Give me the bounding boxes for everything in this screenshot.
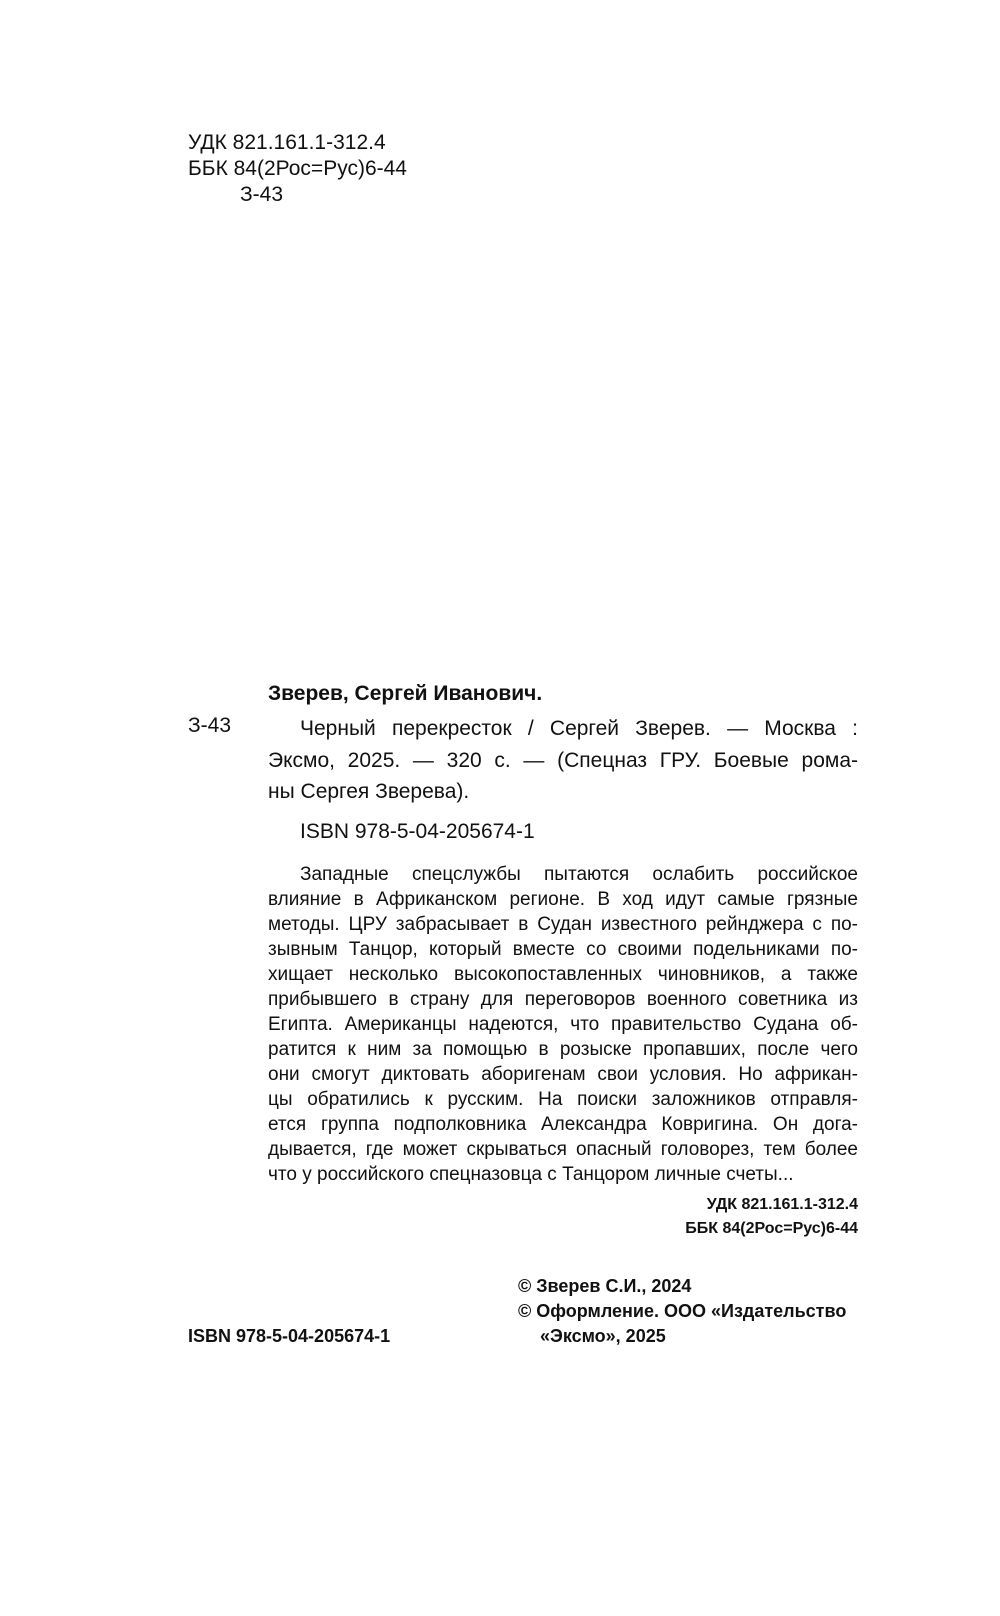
isbn-entry: ISBN 978-5-04-205674-1 <box>300 820 535 843</box>
annotation-line-2: влияние в Африканском регионе. В ход идут самые грязные <box>268 889 858 910</box>
annotation-line-1: Западные спецслужбы пытаются ослабить российское <box>300 864 858 885</box>
annotation-line-13: что у российского спецназовца с Танцором личные счеты... <box>268 1164 794 1185</box>
annotation-line-10: цы обратились к русским. На поиски заложников отправля- <box>268 1089 858 1110</box>
copyright-author: © Зверев С.И., 2024 <box>518 1276 692 1296</box>
copyright-design: © Оформление. ООО «Издательство <box>518 1301 847 1321</box>
annotation-line-9: они смогут диктовать аборигенам свои условия. Но африкан- <box>268 1064 858 1085</box>
author-mark-entry: З-43 <box>188 714 232 737</box>
bib-line-1: Черный перекресток / Сергей Зверев. — Москва : <box>300 717 858 740</box>
annotation-line-8: ратится к ним за помощью в розыске пропавших, после чего <box>268 1039 858 1060</box>
copyright-publisher: «Эксмо», 2025 <box>540 1326 666 1346</box>
bbk-code-top: ББК 84(2Рос=Рус)6-44 <box>188 157 407 180</box>
annotation-line-5: хищает несколько высокопоставленных чиновников, а также <box>268 964 858 985</box>
annotation-line-6: прибывшего в страну для переговоров военного советника из <box>268 989 858 1010</box>
annotation-line-7: Египта. Американцы надеются, что правительство Судана об- <box>268 1014 858 1035</box>
bib-line-3: ны Сергея Зверева). <box>268 780 470 803</box>
udk-code-top: УДК 821.161.1-312.4 <box>188 131 386 154</box>
bbk-code-bottom: ББК 84(2Рос=Рус)6-44 <box>685 1220 858 1237</box>
isbn-bottom: ISBN 978-5-04-205674-1 <box>188 1326 391 1346</box>
udk-code-bottom: УДК 821.161.1-312.4 <box>706 1196 858 1213</box>
author-mark-top: З-43 <box>240 183 284 206</box>
bib-line-2: Эксмо, 2025. — 320 с. — (Спецназ ГРУ. Боевые рома- <box>268 749 858 772</box>
annotation-line-12: дывается, где может скрываться опасный головорез, тем более <box>268 1139 858 1160</box>
annotation-line-3: методы. ЦРУ забрасывает в Судан известного рейнджера с по- <box>268 914 858 935</box>
annotation-line-4: зывным Танцор, который вместе со своими подельниками по- <box>268 939 858 960</box>
annotation-line-11: ется группа подполковника Александра Ковригина. Он дога- <box>268 1114 858 1135</box>
author-heading: Зверев, Сергей Иванович. <box>268 682 543 705</box>
